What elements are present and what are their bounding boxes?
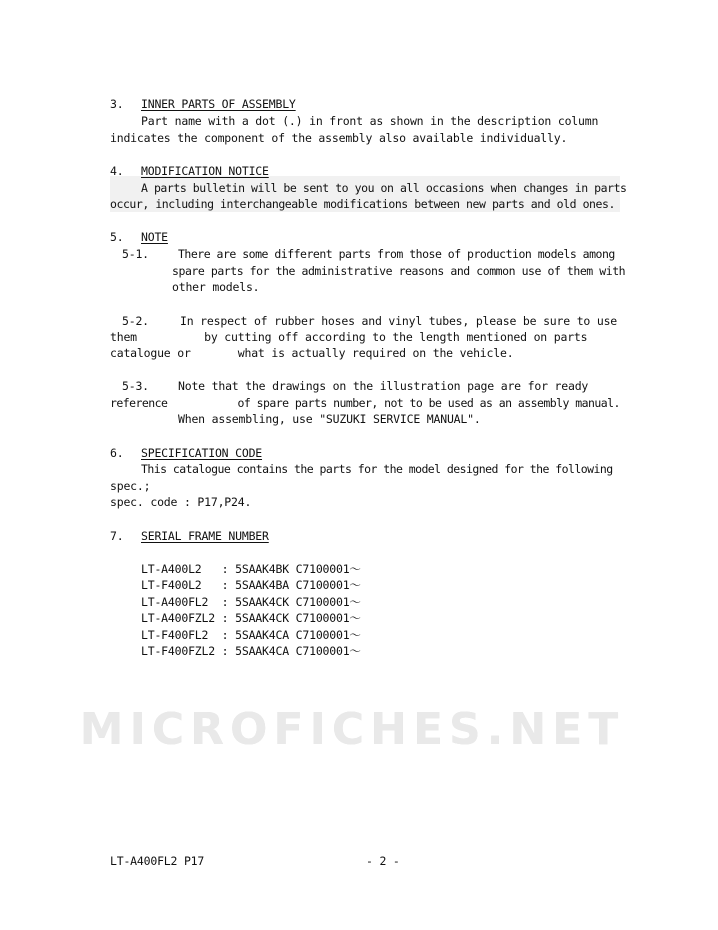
section-3-number: 3.	[110, 97, 124, 111]
note-5-1-number: 5-1.	[122, 247, 149, 261]
section-5-number: 5.	[110, 230, 124, 244]
note-5-1-line: spare parts for the administrative reasons and common use of them with	[172, 264, 626, 278]
serial-row: LT-F400L2 : 5SAAK4BA C7100001～	[141, 578, 361, 592]
section-3-line: indicates the component of the assembly also available individually.	[110, 131, 568, 145]
section-3-line: Part name with a dot (.) in front as shown in the description column	[141, 114, 599, 128]
note-5-3-number: 5-3.	[122, 379, 149, 393]
section-4-line: A parts bulletin will be sent to you on all occasions when changes in parts	[141, 181, 627, 195]
serial-row: LT-F400FZL2 : 5SAAK4CA C7100001～	[141, 644, 361, 658]
section-4-line: occur, including interchangeable modifications between new parts and old ones.	[110, 197, 615, 211]
footer-model: LT-A400FL2 P17	[110, 854, 205, 868]
note-5-1-line: other models.	[172, 280, 260, 294]
note-5-2-line: catalogue or what is actually required on the vehicle.	[110, 346, 514, 360]
section-5-title: NOTE	[141, 230, 168, 244]
note-5-2-line: them by cutting off according to the length mentioned on parts	[110, 330, 588, 344]
note-5-3-line: reference of spare parts number, not to be used as an assembly manual.	[110, 396, 620, 410]
section-4-title: MODIFICATION NOTICE	[141, 164, 269, 178]
section-7-title: SERIAL FRAME NUMBER	[141, 529, 269, 543]
page-number: - 2 -	[366, 854, 400, 868]
note-5-2-number: 5-2.	[122, 314, 149, 328]
section-6-title: SPECIFICATION CODE	[141, 446, 263, 460]
note-5-1-line: There are some different parts from those of production models among	[178, 247, 615, 261]
watermark: MICROFICHES.NET	[79, 703, 625, 755]
note-5-2-line: In respect of rubber hoses and vinyl tubes, please be sure to use	[180, 314, 618, 328]
serial-row: LT-A400L2 : 5SAAK4BK C7100001～	[141, 562, 361, 576]
section-4-number: 4.	[110, 164, 124, 178]
section-6-line: spec.;	[110, 479, 151, 493]
note-5-3-line: When assembling, use "SUZUKI SERVICE MANUAL".	[178, 412, 481, 426]
section-3-title: INNER PARTS OF ASSEMBLY	[141, 97, 296, 111]
serial-row: LT-F400FL2 : 5SAAK4CA C7100001～	[141, 628, 361, 642]
note-5-3-line: Note that the drawings on the illustration page are for ready	[178, 379, 589, 393]
section-7-number: 7.	[110, 529, 124, 543]
spec-code: spec. code : P17,P24.	[110, 495, 252, 509]
section-6-line: This catalogue contains the parts for the model designed for the following	[141, 462, 613, 476]
section-6-number: 6.	[110, 446, 124, 460]
serial-row: LT-A400FL2 : 5SAAK4CK C7100001～	[141, 595, 361, 609]
serial-row: LT-A400FZL2 : 5SAAK4CK C7100001～	[141, 611, 361, 625]
